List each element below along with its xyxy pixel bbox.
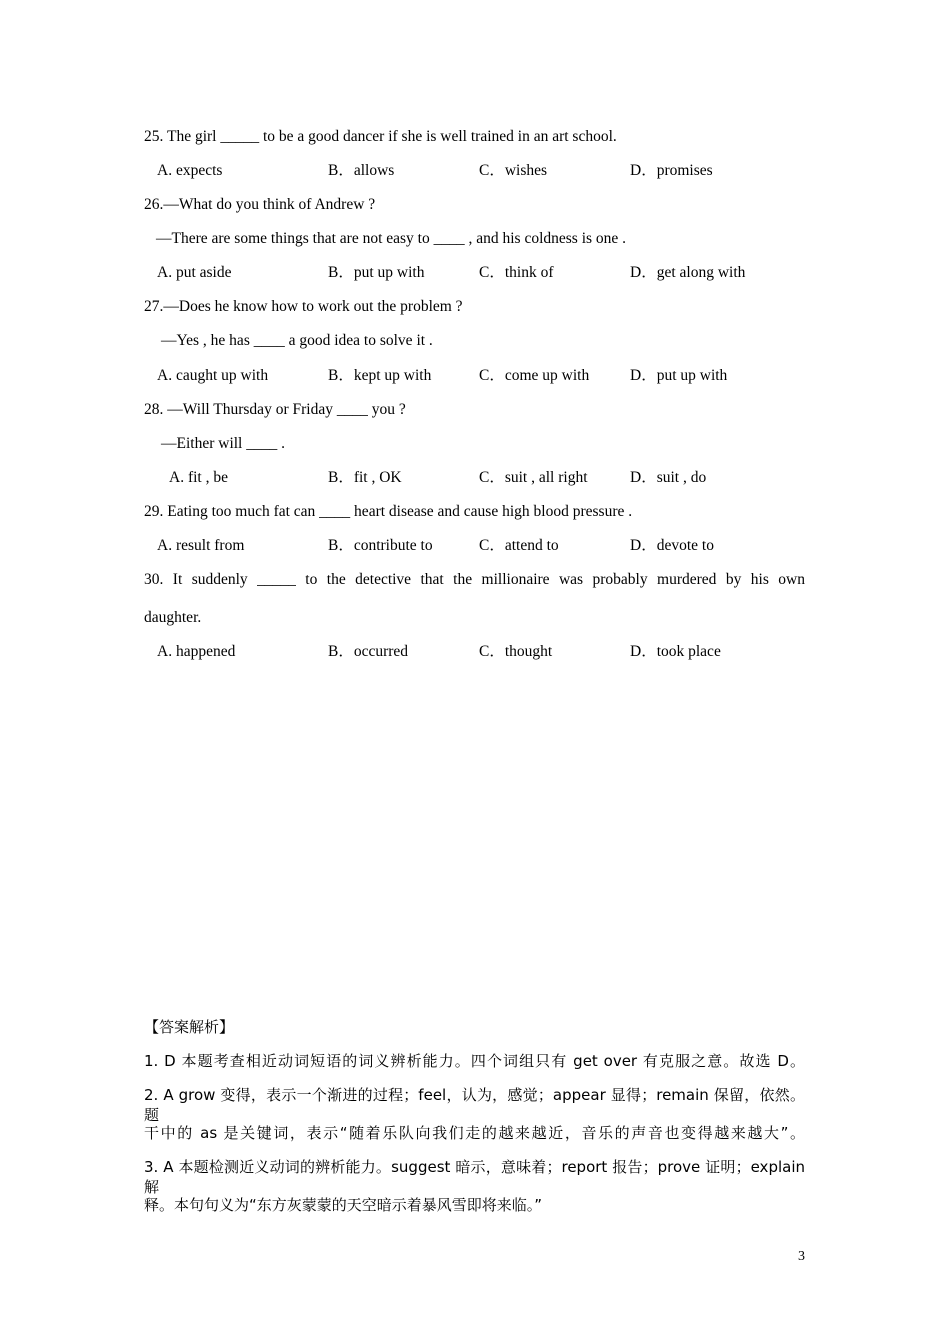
question-28-stem: 28. —Will Thursday or Friday ____ you ?	[144, 401, 406, 418]
option-b: B．put up with	[328, 264, 425, 281]
option-d: D．devote to	[630, 537, 714, 554]
answer-2-line-2: 干中的 as 是关键词，表示“随着乐队向我们走的越来越近，音乐的声音也变得越来越大”。	[144, 1124, 805, 1142]
option-d: D．promises	[630, 162, 713, 179]
question-28-options	[0, 468, 950, 488]
option-c: C．thought	[479, 643, 553, 660]
answer-2-line-1: 2. A grow 变得，表示一个渐进的过程；feel，认为，感觉；appear 显得；remain 保留，依然。题	[144, 1086, 805, 1124]
answer-1: 1. D 本题考查相近动词短语的词义辨析能力。四个词组只有 get over 有克服之意。故选 D。	[144, 1052, 805, 1070]
option-c: C．suit , all right	[479, 469, 588, 486]
option-c: C．wishes	[479, 162, 548, 179]
question-28-reply: —Either will ____ .	[161, 435, 285, 452]
option-b: B．contribute to	[328, 537, 433, 554]
question-29-options	[0, 536, 950, 556]
question-25-stem: 25. The girl _____ to be a good dancer if she is well trained in an art school.	[144, 128, 617, 145]
question-30-options	[0, 642, 950, 662]
option-b: B．fit , OK	[328, 469, 402, 486]
option-a: A. expects	[157, 162, 223, 179]
option-a: A. caught up with	[157, 367, 269, 384]
page-number: 3	[798, 1249, 805, 1264]
option-c: C．attend to	[479, 537, 559, 554]
option-d: D．took place	[630, 643, 721, 660]
option-d: D．put up with	[630, 367, 728, 384]
question-26-reply: —There are some things that are not easy to ____ , and his coldness is one .	[156, 230, 627, 247]
answers-heading: 【答案解析】	[144, 1018, 235, 1036]
question-27-options	[0, 366, 950, 386]
question-27-stem: 27.—Does he know how to work out the problem ?	[144, 298, 463, 315]
option-d: D．suit , do	[630, 469, 707, 486]
question-26-options	[0, 263, 950, 283]
question-26-stem: 26.—What do you think of Andrew ?	[144, 196, 376, 213]
question-27-reply: —Yes , he has ____ a good idea to solve it .	[161, 332, 433, 349]
option-b: B．kept up with	[328, 367, 432, 384]
answer-3-line-1: 3. A 本题检测近义动词的辨析能力。suggest 暗示，意味着；report 报告；prove 证明；explain 解	[144, 1158, 805, 1196]
question-29-stem: 29. Eating too much fat can ____ heart disease and cause high blood pressure .	[144, 503, 633, 520]
option-b: B．allows	[328, 162, 395, 179]
option-c: C．think of	[479, 264, 554, 281]
option-a: A. fit , be	[169, 469, 228, 486]
question-25-options	[0, 161, 950, 181]
option-a: A. happened	[157, 643, 236, 660]
option-c: C．come up with	[479, 367, 590, 384]
option-d: D．get along with	[630, 264, 746, 281]
option-a: A. put aside	[157, 264, 232, 281]
option-a: A. result from	[157, 537, 245, 554]
option-b: B．occurred	[328, 643, 409, 660]
question-30-stem-continued: daughter.	[144, 609, 202, 626]
answer-3-line-2: 释。本句句义为“东方灰蒙蒙的天空暗示着暴风雪即将来临。”	[144, 1196, 543, 1214]
question-30-stem: 30. It suddenly _____ to the detective that the millionaire was probably murdered by his own	[144, 571, 805, 588]
